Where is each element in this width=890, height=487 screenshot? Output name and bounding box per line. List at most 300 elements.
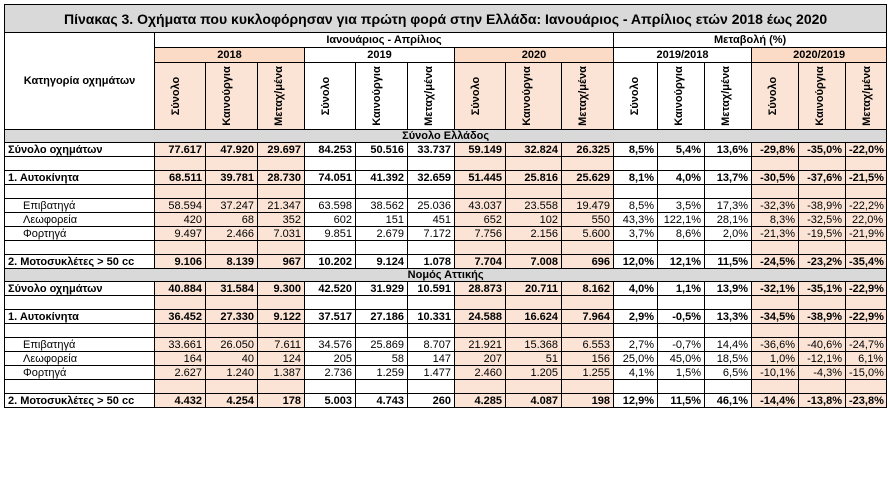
table-cell: 8,5%	[614, 143, 658, 157]
table-cell: 25.036	[408, 199, 455, 213]
table-cell: -40,6%	[799, 338, 846, 352]
table-cell: 19.479	[562, 199, 614, 213]
table-cell	[614, 241, 658, 255]
table-cell	[258, 241, 305, 255]
table-cell: 1.477	[408, 366, 455, 380]
year-header: 2020	[455, 48, 614, 63]
table-row	[5, 213, 887, 227]
table-cell	[155, 324, 206, 338]
column-header: Καινούργια	[356, 63, 408, 130]
table-cell: -4,3%	[799, 366, 846, 380]
table-cell: 7.611	[258, 338, 305, 352]
table-cell: 58	[356, 352, 408, 366]
table-cell: 8,5%	[614, 199, 658, 213]
table-cell	[799, 324, 846, 338]
table-cell: 45,0%	[658, 352, 705, 366]
column-header: Σύνολο	[455, 63, 506, 130]
table-cell: 28.730	[258, 171, 305, 185]
row-label: 2. Μοτοσυκλέτες > 50 cc	[5, 394, 155, 408]
table-cell	[799, 241, 846, 255]
table-cell: 6,5%	[705, 366, 752, 380]
table-cell	[752, 296, 799, 310]
table-cell	[614, 324, 658, 338]
table-cell	[846, 380, 887, 394]
table-cell	[356, 185, 408, 199]
table-cell: 18,5%	[705, 352, 752, 366]
table-cell: 31.929	[356, 282, 408, 296]
table-cell: 38.562	[356, 199, 408, 213]
table-cell: 32.824	[506, 143, 562, 157]
table-title: Πίνακας 3. Οχήματα που κυκλοφόρησαν για πρώτη φορά στην Ελλάδα: Ιανουάριος - Απρίλιος ετών 2018 έως 2020	[5, 5, 887, 33]
table-cell: 34.576	[305, 338, 356, 352]
table-cell	[305, 157, 356, 171]
table-cell: 13,9%	[705, 282, 752, 296]
table-cell: -19,5%	[799, 227, 846, 241]
table-cell: 198	[562, 394, 614, 408]
table-cell: 36.452	[155, 310, 206, 324]
table-cell: 23.558	[506, 199, 562, 213]
table-cell	[206, 380, 258, 394]
table-cell	[506, 157, 562, 171]
table-cell	[305, 380, 356, 394]
table-cell	[408, 324, 455, 338]
table-cell: 21.921	[455, 338, 506, 352]
table-cell: -14,4%	[752, 394, 799, 408]
table-cell: 1,5%	[658, 366, 705, 380]
table-cell: 8.162	[562, 282, 614, 296]
table-cell: -30,5%	[752, 171, 799, 185]
table-cell	[455, 241, 506, 255]
table-cell: -22,9%	[846, 282, 887, 296]
table-cell: 207	[455, 352, 506, 366]
table-cell: 7.756	[455, 227, 506, 241]
table-cell: -32,5%	[799, 213, 846, 227]
table-cell: 37.517	[305, 310, 356, 324]
table-cell	[846, 324, 887, 338]
table-cell: 352	[258, 213, 305, 227]
table-cell: 25.869	[356, 338, 408, 352]
column-header: Καινούργια	[206, 63, 258, 130]
table-cell: -24,5%	[752, 255, 799, 269]
table-cell: -38,9%	[799, 310, 846, 324]
table-cell	[455, 157, 506, 171]
table-cell	[305, 185, 356, 199]
table-row	[5, 143, 887, 157]
table-cell: 2,7%	[614, 338, 658, 352]
table-cell: 7.172	[408, 227, 455, 241]
table-cell: 41.392	[356, 171, 408, 185]
table-cell	[799, 157, 846, 171]
table-cell: 2,0%	[705, 227, 752, 241]
blank-row	[5, 241, 887, 255]
table-cell: 2.466	[206, 227, 258, 241]
table-cell: 32.659	[408, 171, 455, 185]
table-cell: 9.122	[258, 310, 305, 324]
table-cell: -0,7%	[658, 338, 705, 352]
table-cell: 420	[155, 213, 206, 227]
table-cell	[356, 241, 408, 255]
table-cell	[562, 324, 614, 338]
table-cell: 260	[408, 394, 455, 408]
column-header: Μεταχ/μένα	[258, 63, 305, 130]
table-cell: 24.588	[455, 310, 506, 324]
table-cell	[752, 324, 799, 338]
table-cell: -0,5%	[658, 310, 705, 324]
table-cell	[155, 185, 206, 199]
table-cell	[455, 380, 506, 394]
table-cell: -21,5%	[846, 171, 887, 185]
row-label: Λεωφορεία	[5, 352, 155, 366]
table-cell	[658, 241, 705, 255]
section-header: Σύνολο Ελλάδος	[5, 130, 887, 143]
table-cell: -15,0%	[846, 366, 887, 380]
table-cell: 602	[305, 213, 356, 227]
table-cell: 33.661	[155, 338, 206, 352]
table-cell: 77.617	[155, 143, 206, 157]
table-cell: 31.584	[206, 282, 258, 296]
table-cell	[752, 380, 799, 394]
table-cell: 11,5%	[705, 255, 752, 269]
row-label	[5, 185, 155, 199]
table-cell: 13,7%	[705, 171, 752, 185]
table-cell: 17,3%	[705, 199, 752, 213]
table-cell: 451	[408, 213, 455, 227]
table-cell: 10.202	[305, 255, 356, 269]
table-cell: -36,6%	[752, 338, 799, 352]
table-cell: 51.445	[455, 171, 506, 185]
table-cell: -21,9%	[846, 227, 887, 241]
table-cell: 2.679	[356, 227, 408, 241]
table-row	[5, 282, 887, 296]
table-cell: 6,1%	[846, 352, 887, 366]
table-cell: 1.387	[258, 366, 305, 380]
blank-row	[5, 380, 887, 394]
blank-row	[5, 157, 887, 171]
table-cell: 1.078	[408, 255, 455, 269]
table-cell: 7.964	[562, 310, 614, 324]
table-cell	[562, 296, 614, 310]
table-cell	[614, 157, 658, 171]
table-cell: 12,1%	[658, 255, 705, 269]
table-row	[5, 394, 887, 408]
table-cell: 13,6%	[705, 143, 752, 157]
row-label: 1. Αυτοκίνητα	[5, 171, 155, 185]
table-cell	[752, 157, 799, 171]
table-row	[5, 227, 887, 241]
column-header: Σύνολο	[305, 63, 356, 130]
table-cell: -34,5%	[752, 310, 799, 324]
table-cell: 3,7%	[614, 227, 658, 241]
table-cell: 1,0%	[752, 352, 799, 366]
table-cell	[846, 241, 887, 255]
table-cell: 1,1%	[658, 282, 705, 296]
table-cell: 21.347	[258, 199, 305, 213]
table-cell: 1.205	[506, 366, 562, 380]
table-cell: 29.697	[258, 143, 305, 157]
table-cell: 51	[506, 352, 562, 366]
change-year-header: 2019/2018	[614, 48, 752, 63]
table-cell: 178	[258, 394, 305, 408]
table-cell	[258, 380, 305, 394]
table-cell	[846, 157, 887, 171]
table-cell: 9.851	[305, 227, 356, 241]
table-row	[5, 199, 887, 213]
table-cell: 4.254	[206, 394, 258, 408]
table-cell: 43,3%	[614, 213, 658, 227]
table-cell: 124	[258, 352, 305, 366]
table-cell: 122,1%	[658, 213, 705, 227]
row-label: 2. Μοτοσυκλέτες > 50 cc	[5, 255, 155, 269]
row-label: Λεωφορεία	[5, 213, 155, 227]
table-cell: 16.624	[506, 310, 562, 324]
table-cell: 74.051	[305, 171, 356, 185]
table-cell: 9.300	[258, 282, 305, 296]
table-cell	[752, 185, 799, 199]
table-cell: 7.704	[455, 255, 506, 269]
table-cell: 8,3%	[752, 213, 799, 227]
table-row	[5, 255, 887, 269]
table-cell: 33.737	[408, 143, 455, 157]
table-cell	[305, 296, 356, 310]
table-cell: 20.711	[506, 282, 562, 296]
table-cell	[258, 185, 305, 199]
table-cell	[562, 241, 614, 255]
column-header: Μεταχ/μένα	[705, 63, 752, 130]
table-cell: -32,3%	[752, 199, 799, 213]
column-header: Καινούργια	[658, 63, 705, 130]
table-cell: -35,1%	[799, 282, 846, 296]
table-cell: 8,1%	[614, 171, 658, 185]
table-cell: -21,3%	[752, 227, 799, 241]
blank-row	[5, 296, 887, 310]
table-cell: -10,1%	[752, 366, 799, 380]
table-cell: 102	[506, 213, 562, 227]
table-cell	[155, 157, 206, 171]
table-cell: 13,3%	[705, 310, 752, 324]
table-cell: 652	[455, 213, 506, 227]
row-label	[5, 380, 155, 394]
table-cell: -29,8%	[752, 143, 799, 157]
table-cell: 3,5%	[658, 199, 705, 213]
table-cell	[562, 185, 614, 199]
table-cell: 12,0%	[614, 255, 658, 269]
table-cell: -13,8%	[799, 394, 846, 408]
table-cell: 4.743	[356, 394, 408, 408]
table-cell: 1.259	[356, 366, 408, 380]
table-cell: -35,4%	[846, 255, 887, 269]
table-cell	[356, 380, 408, 394]
column-header: Μεταχ/μένα	[846, 63, 887, 130]
table-cell	[206, 324, 258, 338]
table-cell: -22,0%	[846, 143, 887, 157]
table-cell: 28.873	[455, 282, 506, 296]
row-label: Σύνολο οχημάτων	[5, 282, 155, 296]
column-header: Μεταχ/μένα	[408, 63, 455, 130]
table-cell: 26.050	[206, 338, 258, 352]
table-cell: 967	[258, 255, 305, 269]
table-cell: 5.003	[305, 394, 356, 408]
table-cell: 63.598	[305, 199, 356, 213]
table-cell	[614, 185, 658, 199]
table-cell: 164	[155, 352, 206, 366]
table-cell	[408, 241, 455, 255]
table-cell: 550	[562, 213, 614, 227]
table-cell	[705, 296, 752, 310]
table-cell: 5.600	[562, 227, 614, 241]
table-cell: 58.594	[155, 199, 206, 213]
table-cell: 6.553	[562, 338, 614, 352]
table-cell: 8,6%	[658, 227, 705, 241]
table-cell	[658, 380, 705, 394]
table-cell: 4,1%	[614, 366, 658, 380]
table-cell	[705, 157, 752, 171]
table-cell: 39.781	[206, 171, 258, 185]
table-cell	[258, 324, 305, 338]
table-cell: 15.368	[506, 338, 562, 352]
column-header: Καινούργια	[506, 63, 562, 130]
table-cell: 2.460	[455, 366, 506, 380]
table-cell: 1.255	[562, 366, 614, 380]
table-cell: 27.330	[206, 310, 258, 324]
table-cell: 22,0%	[846, 213, 887, 227]
table-cell: -37,6%	[799, 171, 846, 185]
table-row	[5, 352, 887, 366]
table-cell: 25,0%	[614, 352, 658, 366]
table-cell	[506, 185, 562, 199]
table-cell: -22,9%	[846, 310, 887, 324]
table-cell: 47.920	[206, 143, 258, 157]
table-cell	[258, 157, 305, 171]
table-cell: 156	[562, 352, 614, 366]
table-cell	[705, 241, 752, 255]
year-header: 2018	[155, 48, 305, 63]
table-cell: -35,0%	[799, 143, 846, 157]
table-cell: 2,9%	[614, 310, 658, 324]
table-cell: 696	[562, 255, 614, 269]
table-cell: -32,1%	[752, 282, 799, 296]
table-cell: 84.253	[305, 143, 356, 157]
table-cell	[356, 157, 408, 171]
table-cell: 147	[408, 352, 455, 366]
table-cell: 4.432	[155, 394, 206, 408]
table-cell	[155, 241, 206, 255]
period-header: Ιανουάριος - Απρίλιος	[155, 33, 614, 48]
table-cell: 40.884	[155, 282, 206, 296]
table-cell	[206, 296, 258, 310]
table-cell	[356, 324, 408, 338]
table-cell	[258, 296, 305, 310]
table-cell	[752, 241, 799, 255]
vehicles-table	[4, 4, 887, 408]
row-label: Σύνολο οχημάτων	[5, 143, 155, 157]
table-cell: 68	[206, 213, 258, 227]
table-cell: 46,1%	[705, 394, 752, 408]
table-cell	[658, 324, 705, 338]
row-label: Επιβατηγά	[5, 338, 155, 352]
table-cell: 205	[305, 352, 356, 366]
table-cell: 11,5%	[658, 394, 705, 408]
table-cell: 59.149	[455, 143, 506, 157]
table-cell	[408, 380, 455, 394]
table-cell: -23,8%	[846, 394, 887, 408]
table-cell	[408, 185, 455, 199]
year-header: 2019	[305, 48, 455, 63]
table-cell	[846, 296, 887, 310]
table-cell	[658, 185, 705, 199]
category-header: Κατηγορία οχημάτων	[5, 33, 155, 130]
table-cell	[408, 296, 455, 310]
row-label: Επιβατηγά	[5, 199, 155, 213]
table-row	[5, 338, 887, 352]
table-cell: 4.087	[506, 394, 562, 408]
table-cell: -22,2%	[846, 199, 887, 213]
table-cell	[455, 324, 506, 338]
row-label	[5, 296, 155, 310]
table-cell: 2.156	[506, 227, 562, 241]
table-cell	[155, 296, 206, 310]
table-cell: 7.031	[258, 227, 305, 241]
table-cell: 10.591	[408, 282, 455, 296]
table-cell	[206, 157, 258, 171]
table-cell	[305, 324, 356, 338]
column-header: Σύνολο	[752, 63, 799, 130]
table-cell: -38,9%	[799, 199, 846, 213]
table-cell: 5,4%	[658, 143, 705, 157]
table-cell: 1.240	[206, 366, 258, 380]
table-cell	[658, 157, 705, 171]
table-cell	[799, 380, 846, 394]
table-cell	[614, 296, 658, 310]
table-cell	[705, 324, 752, 338]
blank-row	[5, 324, 887, 338]
table-cell	[506, 324, 562, 338]
table-cell: 2.736	[305, 366, 356, 380]
table-cell: 9.497	[155, 227, 206, 241]
row-label	[5, 241, 155, 255]
column-header: Καινούργια	[799, 63, 846, 130]
row-label: 1. Αυτοκίνητα	[5, 310, 155, 324]
table-cell	[408, 157, 455, 171]
table-cell: 2.627	[155, 366, 206, 380]
table-cell	[506, 241, 562, 255]
table-cell	[356, 296, 408, 310]
table-cell: 43.037	[455, 199, 506, 213]
table-cell: 42.520	[305, 282, 356, 296]
row-label: Φορτηγά	[5, 227, 155, 241]
table-cell	[506, 296, 562, 310]
table-cell: 25.629	[562, 171, 614, 185]
table-row	[5, 366, 887, 380]
table-cell: 151	[356, 213, 408, 227]
row-label	[5, 157, 155, 171]
table-cell	[305, 241, 356, 255]
column-header: Σύνολο	[614, 63, 658, 130]
table-cell: 27.186	[356, 310, 408, 324]
row-label: Φορτηγά	[5, 366, 155, 380]
table-row	[5, 171, 887, 185]
table-cell: 28,1%	[705, 213, 752, 227]
table-cell: 14,4%	[705, 338, 752, 352]
table-cell: 8.707	[408, 338, 455, 352]
table-cell	[506, 380, 562, 394]
change-header: Μεταβολή (%)	[614, 33, 887, 48]
table-cell	[658, 296, 705, 310]
table-cell	[705, 380, 752, 394]
table-cell	[705, 185, 752, 199]
table-row	[5, 310, 887, 324]
table-cell: -12,1%	[799, 352, 846, 366]
table-cell	[799, 296, 846, 310]
